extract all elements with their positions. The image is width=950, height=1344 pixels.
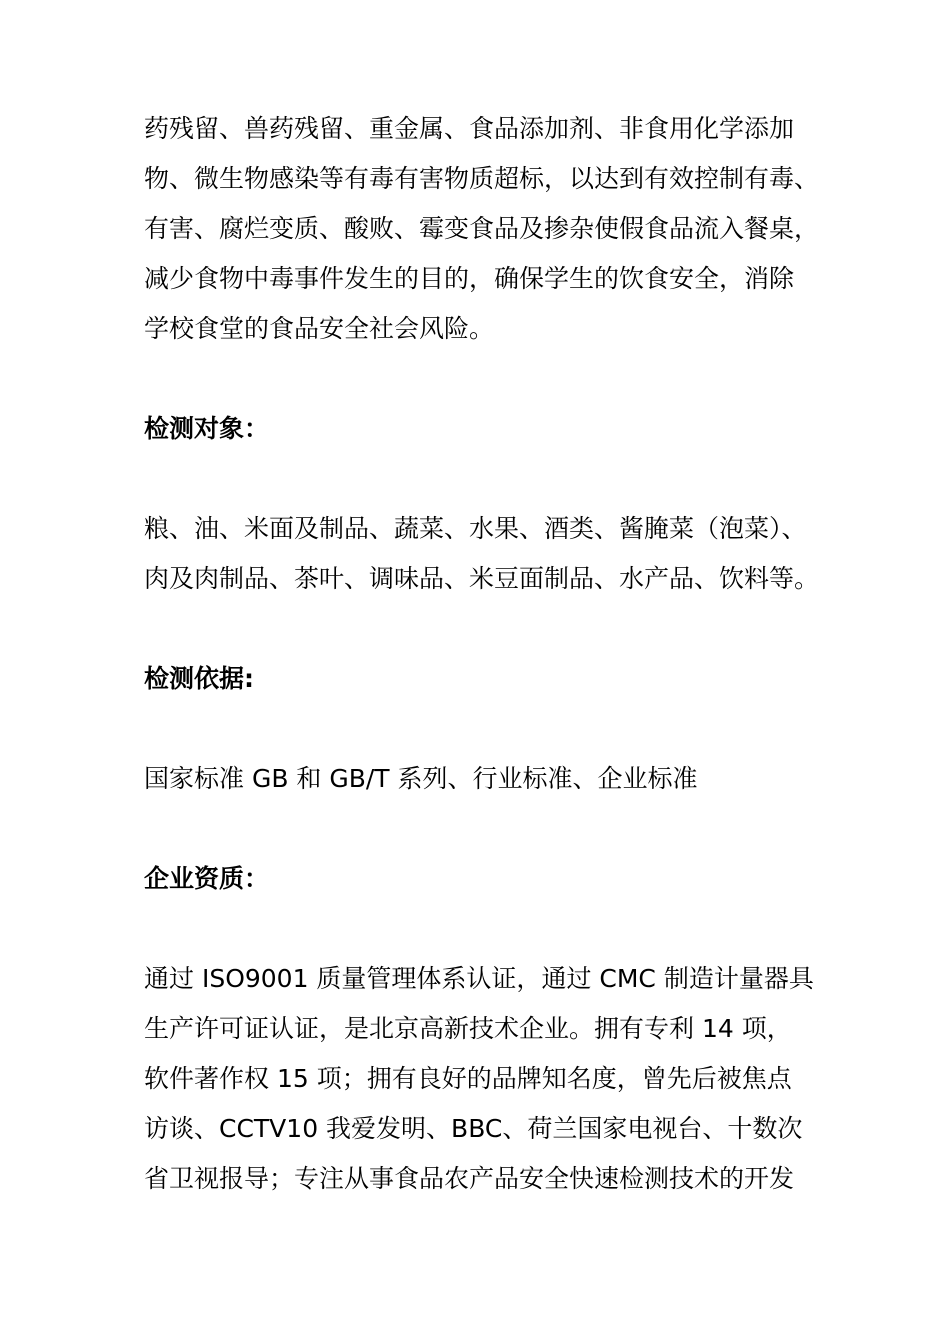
intro-paragraph — [144, 104, 820, 354]
intro-line: 减少食物中毒事件发生的目的，确保学生的饮食安全，消除 — [144, 264, 795, 293]
section-heading-basis: 检测依据: — [144, 664, 254, 693]
objects-line: 肉及肉制品、茶叶、调味品、米豆面制品、水产品、饮料等。 — [144, 564, 820, 593]
objects-line: 粮、油、米面及制品、蔬菜、水果、酒类、酱腌菜（泡菜）、 — [144, 514, 807, 543]
section-heading-qualification: 企业资质： — [144, 864, 270, 893]
objects-paragraph — [144, 504, 820, 604]
intro-line: 物、微生物感染等有毒有害物质超标，以达到有效控制有毒、 — [144, 164, 820, 193]
spacer — [144, 604, 816, 654]
qualification-line: 通过 ISO9001 质量管理体系认证，通过 CMC 制造计量器具 — [144, 964, 814, 993]
intro-line: 有害、腐烂变质、酸败、霉变食品及掺杂使假食品流入餐桌， — [144, 214, 820, 243]
qualification-line: 省卫视报导；专注从事食品农产品安全快速检测技术的开发 — [144, 1164, 795, 1193]
intro-line: 药残留、兽药残留、重金属、食品添加剂、非食用化学添加 — [144, 114, 795, 143]
spacer — [144, 454, 816, 504]
spacer — [144, 704, 816, 754]
spacer — [144, 804, 816, 854]
qualification-line: 访谈、CCTV10 我爱发明、BBC、荷兰国家电视台、十数次 — [144, 1114, 803, 1143]
spacer — [144, 354, 816, 404]
basis-line: 国家标准 GB 和 GB/T 系列、行业标准、企业标准 — [144, 764, 698, 793]
intro-line: 学校食堂的食品安全社会风险。 — [144, 314, 495, 343]
document-page — [144, 104, 820, 1204]
basis-paragraph — [144, 754, 816, 804]
qualification-line: 生产许可证认证，是北京高新技术企业。拥有专利 14 项， — [144, 1014, 792, 1043]
qualification-line: 软件著作权 15 项；拥有良好的品牌知名度，曾先后被焦点 — [144, 1064, 792, 1093]
spacer — [144, 904, 816, 954]
section-heading-objects: 检测对象： — [144, 414, 270, 443]
qualification-paragraph — [144, 954, 816, 1204]
